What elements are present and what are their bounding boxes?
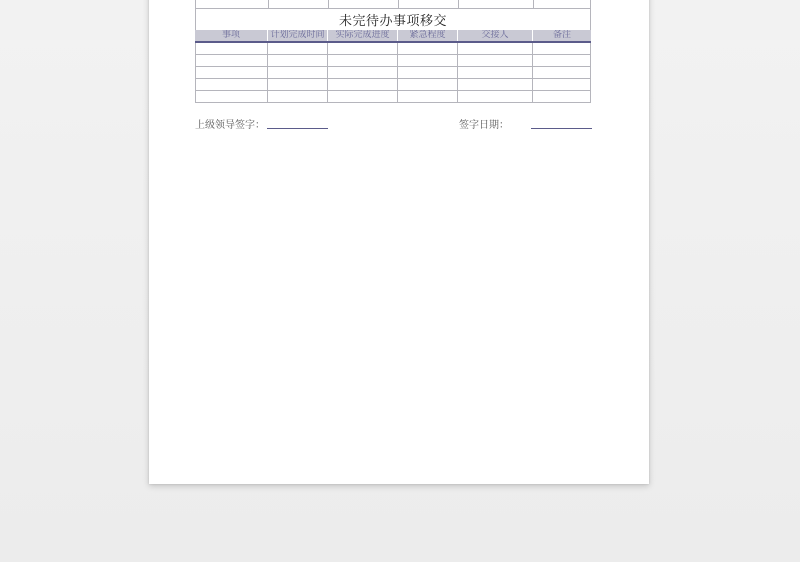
table-cell[interactable]	[328, 67, 398, 79]
table-cell[interactable]	[268, 67, 328, 79]
table-row	[195, 91, 591, 103]
table-row	[195, 43, 591, 55]
table-cell[interactable]	[195, 91, 268, 103]
table-cell[interactable]	[458, 91, 533, 103]
table-header	[195, 30, 591, 43]
table-cell[interactable]	[533, 67, 591, 79]
signature-date-label: 签字日期：	[459, 120, 509, 131]
table-cell[interactable]	[458, 79, 533, 91]
table-cell[interactable]	[398, 43, 458, 55]
table-cell[interactable]	[533, 43, 591, 55]
leader-signature-label: 上级领导签字：	[195, 120, 265, 131]
table-cell[interactable]	[533, 91, 591, 103]
column-header-planned-time: 计划完成时间	[268, 30, 328, 41]
table-cell[interactable]	[398, 67, 458, 79]
table-cell[interactable]	[268, 55, 328, 67]
column-header-urgency: 紧急程度	[398, 30, 458, 41]
table-cell[interactable]	[268, 91, 328, 103]
column-header-actual-progress: 实际完成进度	[328, 30, 398, 41]
table-cell[interactable]	[195, 55, 268, 67]
table-cell[interactable]	[328, 91, 398, 103]
table-cell[interactable]	[328, 79, 398, 91]
table-cell[interactable]	[533, 79, 591, 91]
table-cell[interactable]	[328, 43, 398, 55]
table-cell[interactable]	[268, 79, 328, 91]
table-cell[interactable]	[195, 43, 268, 55]
table-cell[interactable]	[533, 55, 591, 67]
table-cell[interactable]	[398, 55, 458, 67]
table-cell[interactable]	[398, 79, 458, 91]
column-header-remarks: 备注	[552, 30, 571, 40]
table-cell[interactable]	[458, 55, 533, 67]
table-cell[interactable]	[195, 79, 268, 91]
table-cell[interactable]	[458, 67, 533, 79]
column-header-item: 事项	[195, 30, 268, 41]
table-cell[interactable]	[458, 43, 533, 55]
table-row	[195, 55, 591, 67]
table-cell[interactable]	[328, 55, 398, 67]
leader-signature-line[interactable]	[267, 128, 328, 129]
table-cell[interactable]	[195, 67, 268, 79]
document-page	[149, 0, 649, 484]
signature-date-line[interactable]	[531, 128, 592, 129]
table-row	[195, 67, 591, 79]
column-header-handover-person: 交接人	[458, 30, 533, 41]
table-row	[195, 79, 591, 91]
section-title: 未完待办事项移交	[338, 14, 447, 29]
table-cell[interactable]	[398, 91, 458, 103]
table-cell[interactable]	[268, 43, 328, 55]
